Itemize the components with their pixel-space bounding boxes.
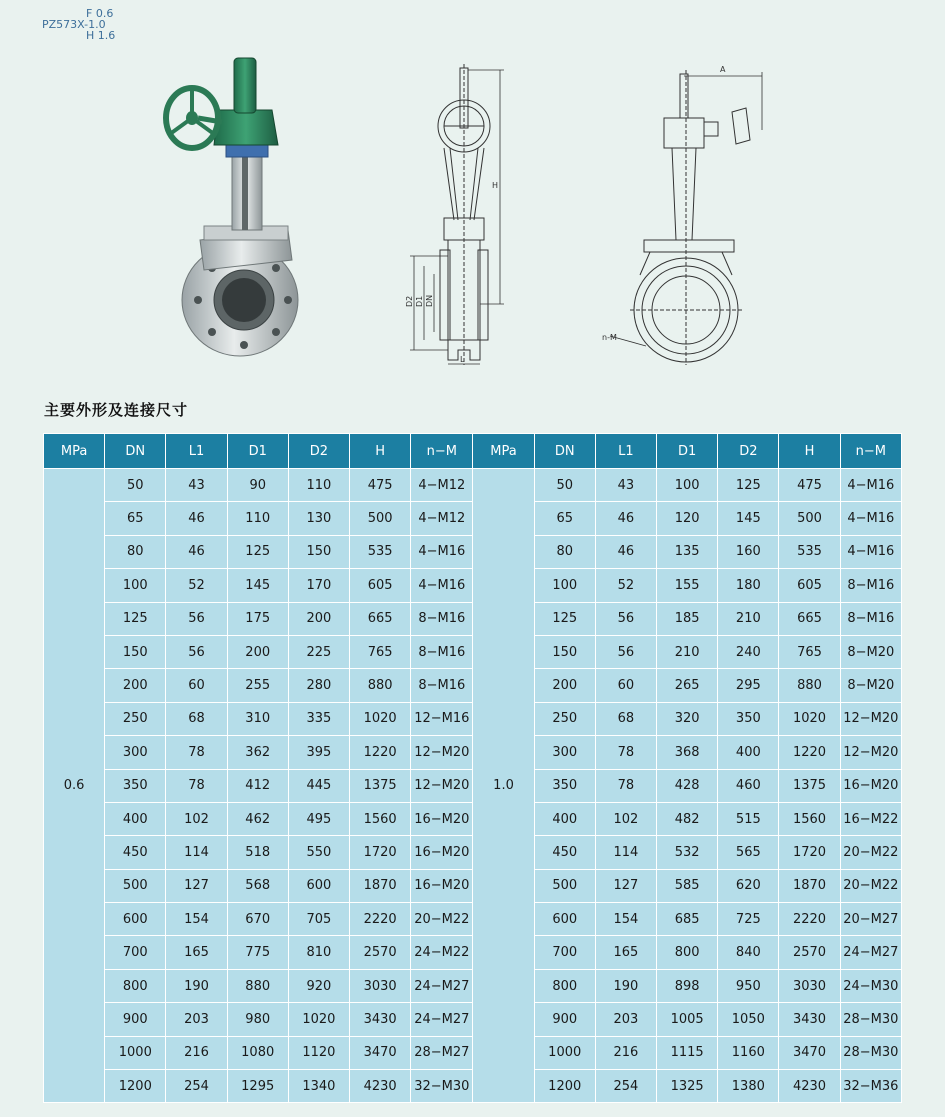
table-cell: 56 — [166, 635, 227, 668]
table-cell: 1050 — [718, 1003, 779, 1036]
table-header-cell: L1 — [595, 434, 656, 469]
table-cell: 495 — [288, 802, 349, 835]
table-cell: 154 — [595, 903, 656, 936]
table-cell: 43 — [166, 469, 227, 502]
table-cell: 200 — [227, 635, 288, 668]
table-cell: 620 — [718, 869, 779, 902]
table-cell: 3030 — [350, 969, 411, 1002]
table-cell: 1000 — [534, 1036, 595, 1069]
table-cell: 450 — [105, 836, 166, 869]
table-cell: 12−M16 — [411, 702, 473, 735]
table-header-cell: MPa — [44, 434, 105, 469]
table-cell: 170 — [288, 569, 349, 602]
table-cell: 80 — [534, 535, 595, 568]
table-cell: 114 — [595, 836, 656, 869]
table-cell: 428 — [657, 769, 718, 802]
table-cell: 600 — [288, 869, 349, 902]
table-cell: 110 — [227, 502, 288, 535]
table-cell: 535 — [350, 535, 411, 568]
table-cell: 46 — [595, 535, 656, 568]
table-cell: 1115 — [657, 1036, 718, 1069]
table-cell: 125 — [105, 602, 166, 635]
table-cell: 20−M22 — [411, 903, 473, 936]
table-cell: 125 — [718, 469, 779, 502]
table-cell: 24−M27 — [411, 969, 473, 1002]
table-cell: 8−M20 — [840, 669, 901, 702]
table-cell: 705 — [288, 903, 349, 936]
table-cell: 4230 — [779, 1070, 840, 1103]
table-cell: 78 — [166, 736, 227, 769]
table-cell: 1000 — [105, 1036, 166, 1069]
table-cell: 1080 — [227, 1036, 288, 1069]
table-cell: 500 — [534, 869, 595, 902]
table-cell: 665 — [779, 602, 840, 635]
table-cell: 350 — [718, 702, 779, 735]
table-cell: 1120 — [288, 1036, 349, 1069]
table-header-cell: D2 — [718, 434, 779, 469]
table-cell: 362 — [227, 736, 288, 769]
table-row — [44, 969, 902, 1002]
table-cell: 665 — [350, 602, 411, 635]
table-cell: 216 — [595, 1036, 656, 1069]
table-cell: 145 — [718, 502, 779, 535]
table-cell: 1380 — [718, 1070, 779, 1103]
table-cell: 1005 — [657, 1003, 718, 1036]
table-cell: 150 — [105, 635, 166, 668]
table-header-row — [44, 434, 902, 469]
table-cell: 65 — [534, 502, 595, 535]
table-cell: 56 — [595, 602, 656, 635]
table-cell: 700 — [534, 936, 595, 969]
table-cell: 254 — [166, 1070, 227, 1103]
table-cell: 203 — [166, 1003, 227, 1036]
table-cell: 200 — [288, 602, 349, 635]
table-cell: 1200 — [534, 1070, 595, 1103]
table-cell: 78 — [166, 769, 227, 802]
table-cell: 46 — [166, 502, 227, 535]
table-cell: 765 — [350, 635, 411, 668]
table-cell: 24−M22 — [411, 936, 473, 969]
table-cell: 775 — [227, 936, 288, 969]
table-cell: 50 — [534, 469, 595, 502]
table-cell: 16−M20 — [411, 802, 473, 835]
table-cell: 300 — [534, 736, 595, 769]
table-cell: 670 — [227, 903, 288, 936]
table-row — [44, 936, 902, 969]
dimension-table — [43, 433, 902, 1103]
table-cell: 1020 — [288, 1003, 349, 1036]
table-cell: 1220 — [779, 736, 840, 769]
table-cell: 20−M27 — [840, 903, 901, 936]
table-cell: 160 — [718, 535, 779, 568]
table-cell: 810 — [288, 936, 349, 969]
table-cell: 280 — [288, 669, 349, 702]
table-cell: 350 — [105, 769, 166, 802]
table-cell: 8−M16 — [411, 602, 473, 635]
table-header-cell: H — [350, 434, 411, 469]
table-cell: 1720 — [350, 836, 411, 869]
table-header-cell: n−M — [840, 434, 901, 469]
table-cell: 880 — [227, 969, 288, 1002]
table-cell: 190 — [595, 969, 656, 1002]
model-pressure-bottom: H 1.6 — [86, 29, 116, 42]
table-cell: 250 — [534, 702, 595, 735]
table-cell: 980 — [227, 1003, 288, 1036]
table-cell: 185 — [657, 602, 718, 635]
table-row — [44, 569, 902, 602]
table-cell: 8−M16 — [411, 635, 473, 668]
table-cell: 8−M16 — [840, 569, 901, 602]
table-cell: 100 — [534, 569, 595, 602]
table-cell: 800 — [657, 936, 718, 969]
table-row — [44, 769, 902, 802]
table-cell: 515 — [718, 802, 779, 835]
table-cell: 24−M30 — [840, 969, 901, 1002]
table-cell: 335 — [288, 702, 349, 735]
model-designation — [38, 6, 128, 42]
table-header-cell: DN — [105, 434, 166, 469]
table-cell: 150 — [534, 635, 595, 668]
table-cell: 24−M27 — [840, 936, 901, 969]
table-cell: 400 — [105, 802, 166, 835]
table-cell: 898 — [657, 969, 718, 1002]
table-cell: 565 — [718, 836, 779, 869]
table-cell: 100 — [657, 469, 718, 502]
table-cell: 4−M12 — [411, 469, 473, 502]
table-cell: 32−M36 — [840, 1070, 901, 1103]
table-row — [44, 836, 902, 869]
table-cell: 1870 — [779, 869, 840, 902]
table-cell: 175 — [227, 602, 288, 635]
label-d1: D1 — [415, 295, 424, 307]
table-cell: 1160 — [718, 1036, 779, 1069]
table-cell: 200 — [105, 669, 166, 702]
table-cell: 4−M16 — [840, 469, 901, 502]
table-cell: 46 — [595, 502, 656, 535]
table-cell: 500 — [350, 502, 411, 535]
table-cell: 535 — [779, 535, 840, 568]
table-cell: 585 — [657, 869, 718, 902]
table-cell: 840 — [718, 936, 779, 969]
table-cell: 203 — [595, 1003, 656, 1036]
section-title: 主要外形及连接尺寸 — [44, 401, 189, 419]
table-cell: 4230 — [350, 1070, 411, 1103]
table-cell: 12−M20 — [411, 736, 473, 769]
table-cell: 28−M30 — [840, 1036, 901, 1069]
table-cell: 145 — [227, 569, 288, 602]
table-row — [44, 903, 902, 936]
table-cell: 16−M22 — [840, 802, 901, 835]
table-cell: 605 — [779, 569, 840, 602]
table-cell: 880 — [779, 669, 840, 702]
table-cell: 900 — [105, 1003, 166, 1036]
table-cell: 52 — [166, 569, 227, 602]
table-header-cell: DN — [534, 434, 595, 469]
table-cell: 24−M27 — [411, 1003, 473, 1036]
table-cell: 700 — [105, 936, 166, 969]
table-cell: 216 — [166, 1036, 227, 1069]
label-h: H — [492, 181, 499, 190]
table-cell: 165 — [595, 936, 656, 969]
table-cell: 154 — [166, 903, 227, 936]
table-cell: 400 — [718, 736, 779, 769]
table-cell: 450 — [534, 836, 595, 869]
table-cell: 102 — [166, 802, 227, 835]
label-a: A — [720, 65, 726, 74]
table-row — [44, 502, 902, 535]
table-header-cell: L1 — [166, 434, 227, 469]
model-pressure-mid: 1.0 — [88, 18, 106, 31]
table-cell: 685 — [657, 903, 718, 936]
table-cell: 412 — [227, 769, 288, 802]
table-cell: 20−M22 — [840, 836, 901, 869]
table-cell: 60 — [595, 669, 656, 702]
table-row — [44, 1003, 902, 1036]
table-cell: 127 — [595, 869, 656, 902]
table-cell: 605 — [350, 569, 411, 602]
table-cell: 568 — [227, 869, 288, 902]
table-cell: 225 — [288, 635, 349, 668]
table-row — [44, 535, 902, 568]
table-cell: 368 — [657, 736, 718, 769]
table-row — [44, 736, 902, 769]
table-cell: 950 — [718, 969, 779, 1002]
gearbox — [214, 110, 278, 145]
table-cell: 1020 — [779, 702, 840, 735]
table-cell: 130 — [288, 502, 349, 535]
table-cell: 240 — [718, 635, 779, 668]
table-cell: 395 — [288, 736, 349, 769]
table-cell: 725 — [718, 903, 779, 936]
table-cell: 1375 — [350, 769, 411, 802]
table-cell: 135 — [657, 535, 718, 568]
table-cell: 68 — [595, 702, 656, 735]
table-cell: 8−M16 — [840, 602, 901, 635]
table-cell: 920 — [288, 969, 349, 1002]
table-cell: 3430 — [779, 1003, 840, 1036]
table-cell: 900 — [534, 1003, 595, 1036]
table-cell: 190 — [166, 969, 227, 1002]
table-cell: 2220 — [350, 903, 411, 936]
table-row — [44, 635, 902, 668]
table-cell: 12−M20 — [840, 736, 901, 769]
table-cell: 180 — [718, 569, 779, 602]
table-cell: 155 — [657, 569, 718, 602]
table-cell: 400 — [534, 802, 595, 835]
table-cell: 1220 — [350, 736, 411, 769]
table-cell: 300 — [105, 736, 166, 769]
label-nm: n-M — [602, 333, 617, 342]
model-prefix: PZ573X- — [42, 18, 89, 31]
table-cell: 28−M27 — [411, 1036, 473, 1069]
table-row — [44, 702, 902, 735]
table-cell: 600 — [105, 903, 166, 936]
table-cell: 254 — [595, 1070, 656, 1103]
table-cell: 56 — [595, 635, 656, 668]
table-row — [44, 1036, 902, 1069]
table-cell: 1375 — [779, 769, 840, 802]
table-cell: 2570 — [350, 936, 411, 969]
table-cell: 3030 — [779, 969, 840, 1002]
table-cell: 4−M16 — [411, 569, 473, 602]
table-cell: 90 — [227, 469, 288, 502]
table-cell: 16−M20 — [411, 836, 473, 869]
table-cell: 78 — [595, 736, 656, 769]
table-cell: 1340 — [288, 1070, 349, 1103]
table-cell: 600 — [534, 903, 595, 936]
table-cell: 880 — [350, 669, 411, 702]
table-cell: 800 — [105, 969, 166, 1002]
table-cell: 532 — [657, 836, 718, 869]
table-cell: 1560 — [779, 802, 840, 835]
table-cell: 2570 — [779, 936, 840, 969]
table-header-cell: D2 — [288, 434, 349, 469]
table-cell: 165 — [166, 936, 227, 969]
table-cell: 4−M16 — [411, 535, 473, 568]
table-cell: 3470 — [350, 1036, 411, 1069]
table-row — [44, 469, 902, 502]
table-cell: 210 — [657, 635, 718, 668]
label-l: L — [460, 355, 465, 364]
model-pressure-top: F 0.6 — [86, 7, 114, 20]
table-cell: 80 — [105, 535, 166, 568]
pressure-cell-left: 0.6 — [44, 469, 105, 1103]
table-cell: 265 — [657, 669, 718, 702]
label-dn: DN — [425, 294, 434, 307]
table-cell: 20−M22 — [840, 869, 901, 902]
table-cell: 4−M12 — [411, 502, 473, 535]
side-section-drawing — [400, 60, 530, 370]
label-d2: D2 — [405, 295, 414, 307]
table-header-cell: H — [779, 434, 840, 469]
table-cell: 255 — [227, 669, 288, 702]
table-cell: 518 — [227, 836, 288, 869]
table-row — [44, 669, 902, 702]
table-cell: 4−M16 — [840, 535, 901, 568]
table-row — [44, 1070, 902, 1103]
table-cell: 475 — [779, 469, 840, 502]
table-row — [44, 602, 902, 635]
table-header-cell: MPa — [473, 434, 534, 469]
table-cell: 295 — [718, 669, 779, 702]
table-cell: 65 — [105, 502, 166, 535]
table-cell: 50 — [105, 469, 166, 502]
table-cell: 52 — [595, 569, 656, 602]
table-cell: 500 — [105, 869, 166, 902]
table-row — [44, 869, 902, 902]
table-cell: 3470 — [779, 1036, 840, 1069]
table-cell: 350 — [534, 769, 595, 802]
table-cell: 12−M20 — [411, 769, 473, 802]
table-cell: 3430 — [350, 1003, 411, 1036]
table-cell: 125 — [227, 535, 288, 568]
table-cell: 800 — [534, 969, 595, 1002]
table-cell: 2220 — [779, 903, 840, 936]
table-cell: 1325 — [657, 1070, 718, 1103]
table-cell: 475 — [350, 469, 411, 502]
table-cell: 60 — [166, 669, 227, 702]
table-cell: 1020 — [350, 702, 411, 735]
table-cell: 68 — [166, 702, 227, 735]
table-cell: 765 — [779, 635, 840, 668]
table-cell: 43 — [595, 469, 656, 502]
front-elevation-drawing — [600, 60, 790, 370]
table-cell: 114 — [166, 836, 227, 869]
table-cell: 250 — [105, 702, 166, 735]
table-cell: 1870 — [350, 869, 411, 902]
table-cell: 78 — [595, 769, 656, 802]
pressure-cell-right: 1.0 — [473, 469, 534, 1103]
table-cell: 16−M20 — [411, 869, 473, 902]
table-cell: 110 — [288, 469, 349, 502]
table-header-cell: D1 — [227, 434, 288, 469]
table-cell: 550 — [288, 836, 349, 869]
table-cell: 445 — [288, 769, 349, 802]
table-cell: 4−M16 — [840, 502, 901, 535]
table-cell: 32−M30 — [411, 1070, 473, 1103]
table-cell: 500 — [779, 502, 840, 535]
table-cell: 12−M20 — [840, 702, 901, 735]
table-cell: 1200 — [105, 1070, 166, 1103]
table-cell: 320 — [657, 702, 718, 735]
table-cell: 16−M20 — [840, 769, 901, 802]
table-cell: 462 — [227, 802, 288, 835]
table-cell: 120 — [657, 502, 718, 535]
table-cell: 102 — [595, 802, 656, 835]
table-cell: 210 — [718, 602, 779, 635]
table-cell: 127 — [166, 869, 227, 902]
table-cell: 310 — [227, 702, 288, 735]
table-cell: 56 — [166, 602, 227, 635]
table-cell: 1295 — [227, 1070, 288, 1103]
table-cell: 1720 — [779, 836, 840, 869]
table-cell: 460 — [718, 769, 779, 802]
table-cell: 100 — [105, 569, 166, 602]
table-cell: 46 — [166, 535, 227, 568]
table-header-cell: n−M — [411, 434, 473, 469]
table-cell: 150 — [288, 535, 349, 568]
table-cell: 8−M16 — [411, 669, 473, 702]
table-cell: 200 — [534, 669, 595, 702]
table-cell: 482 — [657, 802, 718, 835]
table-cell: 1560 — [350, 802, 411, 835]
table-cell: 28−M30 — [840, 1003, 901, 1036]
table-header-cell: D1 — [657, 434, 718, 469]
valve-photo — [160, 50, 320, 360]
table-row — [44, 802, 902, 835]
table-cell: 125 — [534, 602, 595, 635]
table-cell: 8−M20 — [840, 635, 901, 668]
